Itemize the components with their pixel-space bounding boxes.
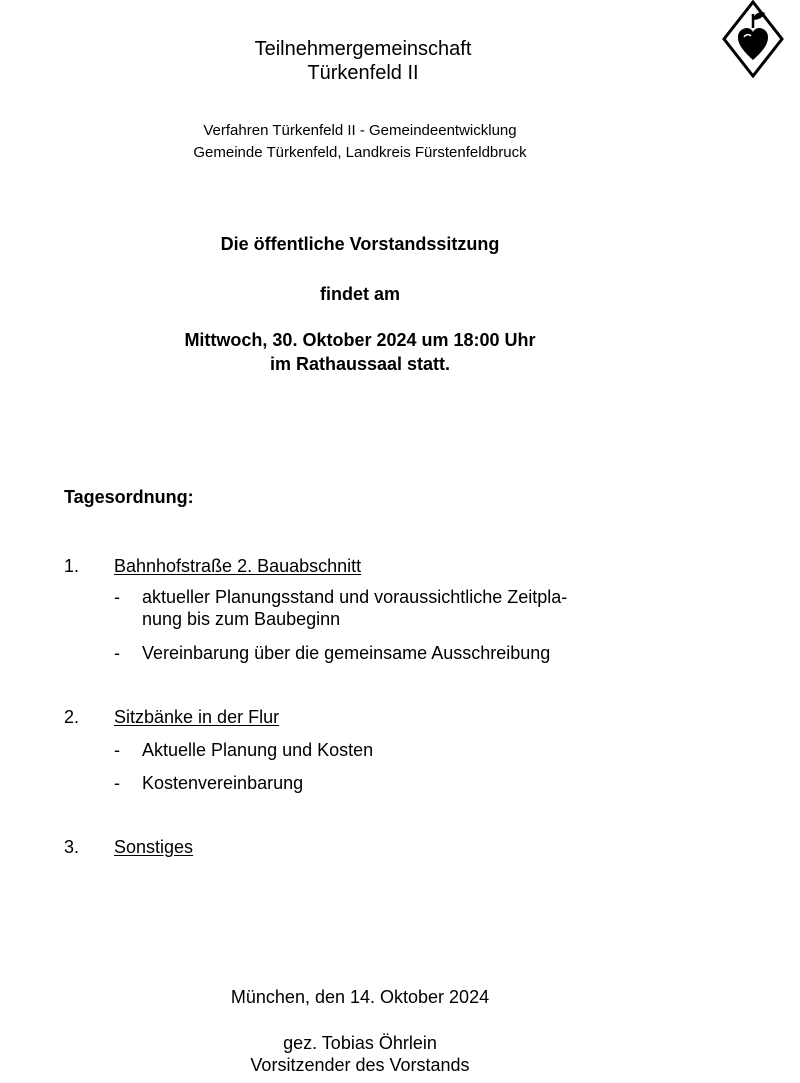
signature-block	[0, 1032, 720, 1076]
agenda-heading: Tagesordnung:	[64, 487, 194, 507]
agenda-subitem-line: aktueller Planungsstand und voraussichtliche Zeitpla-	[142, 587, 568, 607]
announcement-heading: Die öffentliche Vorstandssitzung	[220, 234, 500, 254]
meeting-location: im Rathaussaal statt.	[269, 354, 451, 374]
agenda-item-title: Sitzbänke in der Flur	[114, 707, 280, 727]
agenda-item-number: 2.	[64, 707, 80, 727]
place-date: München, den 14. Oktober 2024	[230, 987, 490, 1007]
procedure-line1: Verfahren Türkenfeld II - Gemeindeentwicklung	[203, 122, 517, 139]
agenda-subitem-text	[142, 586, 632, 630]
agenda-item-number: 3.	[64, 837, 80, 857]
announcement-findet: findet am	[319, 284, 400, 304]
agenda-item-title: Bahnhofstraße 2. Bauabschnitt	[114, 556, 362, 576]
agenda-item-number: 1.	[64, 556, 80, 576]
agenda-subitem-text: Aktuelle Planung und Kosten	[142, 740, 374, 760]
announcement-datetime	[0, 328, 720, 376]
bullet-dash: -	[114, 587, 120, 607]
agenda-subitem-text: Vereinbarung über die gemeinsame Ausschreibung	[142, 643, 551, 663]
agenda-subitem-text: Kostenvereinbarung	[142, 773, 304, 793]
organization-title-line2: Türkenfeld II	[307, 62, 419, 84]
bullet-dash: -	[114, 643, 120, 663]
bullet-dash: -	[114, 773, 120, 793]
organization-title	[0, 37, 726, 85]
signatory-role: Vorsitzender des Vorstands	[250, 1055, 470, 1075]
meeting-date-time: Mittwoch, 30. Oktober 2024 um 18:00 Uhr	[184, 330, 536, 350]
heart-diamond-logo-icon	[722, 0, 784, 78]
agenda-subitem-line: nung bis zum Baubeginn	[142, 609, 341, 629]
procedure-info	[0, 120, 720, 164]
organization-title-line1: Teilnehmergemeinschaft	[254, 38, 472, 60]
procedure-line2: Gemeinde Türkenfeld, Landkreis Fürstenfeldbruck	[193, 144, 527, 161]
signatory-name: gez. Tobias Öhrlein	[283, 1033, 437, 1053]
bullet-dash: -	[114, 740, 120, 760]
agenda-item-title: Sonstiges	[114, 837, 194, 857]
